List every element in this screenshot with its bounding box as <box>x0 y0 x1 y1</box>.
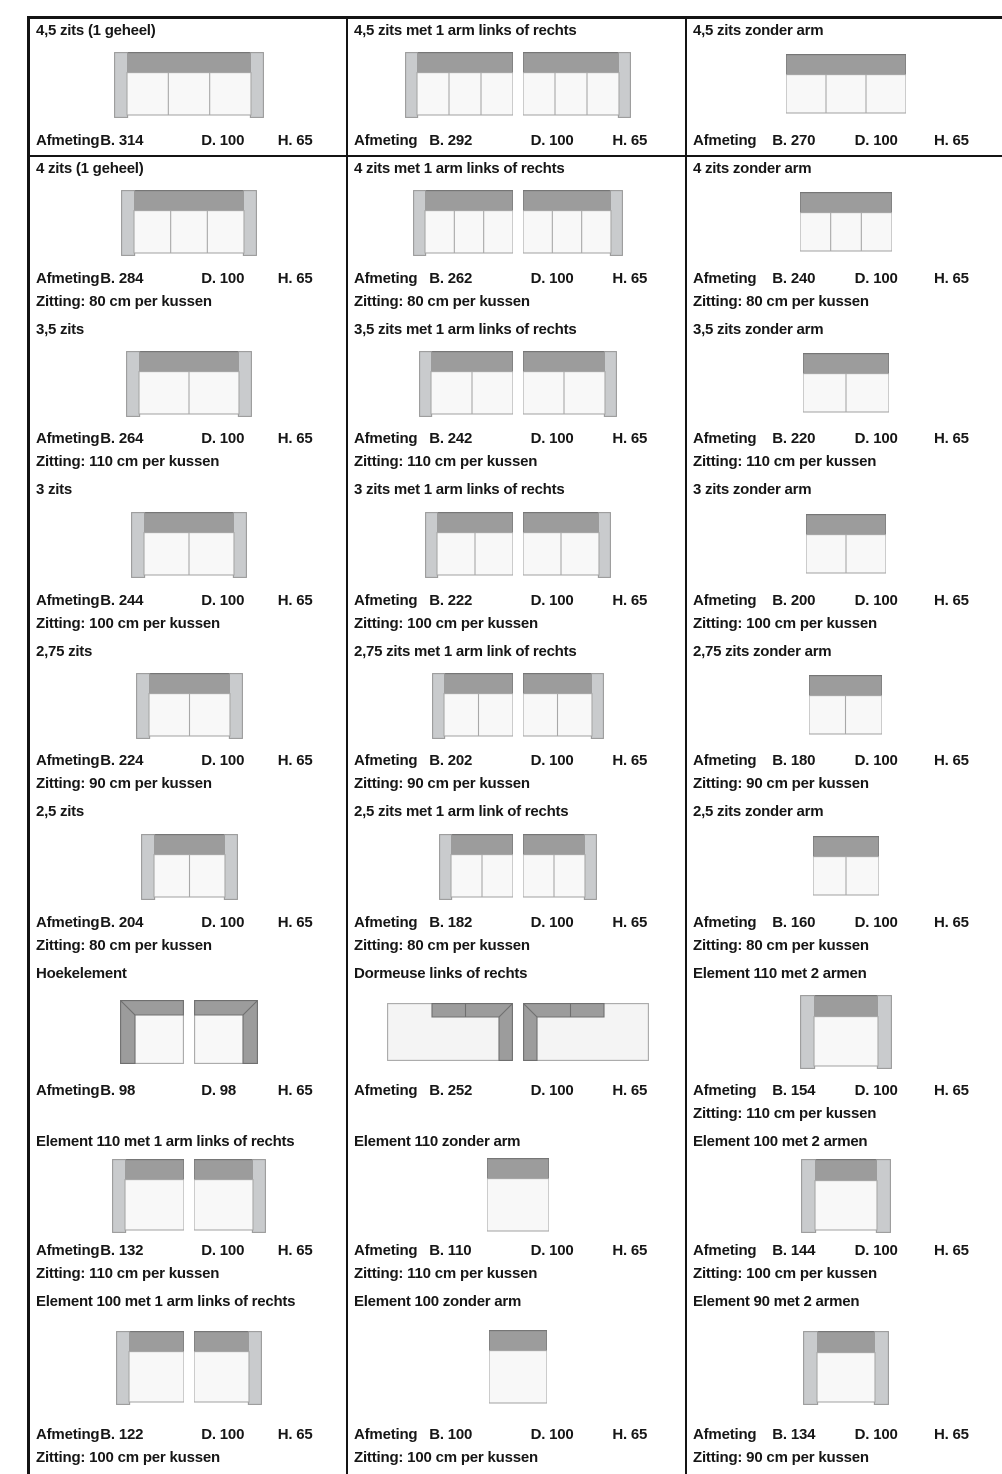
afmeting-label: Afmeting <box>693 1081 757 1099</box>
spec-cell-r4c3 <box>685 478 1002 640</box>
seat-cushion-note: Zitting: 90 cm per kussen <box>36 775 212 792</box>
dimension-line <box>36 1239 342 1261</box>
depth-value: D. 100 <box>201 269 245 287</box>
height-value: H. 65 <box>277 269 313 287</box>
spec-cell-r6c3 <box>685 800 1002 962</box>
sofa-diagram-pair <box>354 500 681 589</box>
spec-cell-r4c1 <box>27 478 346 640</box>
spec-cell-r9c3 <box>685 1290 1002 1474</box>
height-value: H. 65 <box>612 913 648 931</box>
sofa-diagram-armless <box>693 662 998 749</box>
model-title: Element 110 zonder arm <box>354 1133 521 1150</box>
depth-value: D. 98 <box>201 1081 237 1099</box>
seat-cushion-note: Zitting: 100 cm per kussen <box>693 1265 878 1282</box>
spec-cell-r7c2 <box>346 962 685 1130</box>
sofa-diagram-full <box>36 822 342 911</box>
dimension-line <box>354 1079 681 1101</box>
afmeting-label: Afmeting <box>36 1241 100 1259</box>
seat-cushion-note: Zitting: 80 cm per kussen <box>693 293 869 310</box>
depth-value: D. 100 <box>530 751 574 769</box>
height-value: H. 65 <box>277 429 313 447</box>
afmeting-label: Afmeting <box>354 1241 418 1259</box>
afmeting-label: Afmeting <box>693 751 757 769</box>
width-value: B. 98 <box>100 1081 136 1099</box>
width-value: B. 182 <box>429 913 473 931</box>
height-value: H. 65 <box>277 1425 313 1443</box>
width-value: B. 242 <box>429 429 473 447</box>
afmeting-label: Afmeting <box>36 591 100 609</box>
model-title: 3 zits met 1 arm links of rechts <box>354 481 565 498</box>
width-value: B. 244 <box>100 591 144 609</box>
dimension-line <box>36 1423 342 1445</box>
dimension-line <box>693 427 998 449</box>
spec-cell-r3c1 <box>27 318 346 478</box>
afmeting-label: Afmeting <box>354 591 418 609</box>
sofa-diagram-armless <box>693 41 998 129</box>
afmeting-label: Afmeting <box>36 429 100 447</box>
afmeting-label: Afmeting <box>354 1425 418 1443</box>
sofa-diagram-dormeuse <box>354 984 681 1079</box>
width-value: B. 204 <box>100 913 144 931</box>
model-title: 3 zits <box>36 481 73 498</box>
model-title: 2,75 zits <box>36 643 93 660</box>
width-value: B. 292 <box>429 131 473 149</box>
width-value: B. 224 <box>100 751 144 769</box>
width-value: B. 180 <box>772 751 816 769</box>
dimension-line <box>354 911 681 933</box>
model-title: Element 110 met 2 armen <box>693 965 867 982</box>
dimension-line <box>36 911 342 933</box>
height-value: H. 65 <box>933 913 969 931</box>
spec-cell-r9c2 <box>346 1290 685 1474</box>
spec-cell-r1c1 <box>27 16 346 155</box>
seat-cushion-note: Zitting: 80 cm per kussen <box>693 937 869 954</box>
seat-cushion-note: Zitting: 90 cm per kussen <box>693 1449 869 1466</box>
depth-value: D. 100 <box>530 269 574 287</box>
height-value: H. 65 <box>612 591 648 609</box>
seat-cushion-note: Zitting: 100 cm per kussen <box>36 1449 221 1466</box>
afmeting-label: Afmeting <box>36 269 100 287</box>
model-title: 3,5 zits zonder arm <box>693 321 824 338</box>
height-value: H. 65 <box>612 1241 648 1259</box>
sofa-spec-sheet <box>27 16 1002 1474</box>
height-value: H. 65 <box>277 1081 313 1099</box>
dimension-line <box>354 1423 681 1445</box>
dimension-line <box>693 1239 998 1261</box>
afmeting-label: Afmeting <box>693 1425 757 1443</box>
spec-cell-r1c3 <box>685 16 1002 155</box>
depth-value: D. 100 <box>530 429 574 447</box>
height-value: H. 65 <box>933 269 969 287</box>
model-title: 3,5 zits <box>36 321 85 338</box>
height-value: H. 65 <box>933 751 969 769</box>
sofa-diagram-armless <box>693 822 998 911</box>
spec-cell-r2c3 <box>685 155 1002 318</box>
afmeting-label: Afmeting <box>354 269 418 287</box>
seat-cushion-note: Zitting: 100 cm per kussen <box>354 615 539 632</box>
seat-cushion-note: Zitting: 100 cm per kussen <box>354 1449 539 1466</box>
height-value: H. 65 <box>612 1425 648 1443</box>
model-title: 2,5 zits met 1 arm link of rechts <box>354 803 569 820</box>
sofa-diagram-full <box>36 500 342 589</box>
height-value: H. 65 <box>933 1425 969 1443</box>
sofa-diagram-elempair <box>36 1152 342 1239</box>
spec-cell-r7c3 <box>685 962 1002 1130</box>
width-value: B. 262 <box>429 269 473 287</box>
width-value: B. 202 <box>429 751 473 769</box>
sofa-diagram-pair <box>354 41 681 129</box>
height-value: H. 65 <box>277 131 313 149</box>
depth-value: D. 100 <box>530 1081 574 1099</box>
afmeting-label: Afmeting <box>36 751 100 769</box>
height-value: H. 65 <box>612 131 648 149</box>
sofa-diagram-pair <box>354 179 681 267</box>
dimension-line <box>354 267 681 289</box>
seat-cushion-note: Zitting: 80 cm per kussen <box>354 293 530 310</box>
height-value: H. 65 <box>933 1081 969 1099</box>
dimension-line <box>693 1423 998 1445</box>
spec-cell-r7c1 <box>27 962 346 1130</box>
dimension-line <box>693 1079 998 1101</box>
dimension-line <box>36 589 342 611</box>
model-title: Hoekelement <box>36 965 127 982</box>
spec-cell-r5c1 <box>27 640 346 800</box>
afmeting-label: Afmeting <box>354 131 418 149</box>
afmeting-label: Afmeting <box>693 131 757 149</box>
afmeting-label: Afmeting <box>693 913 757 931</box>
depth-value: D. 100 <box>854 269 898 287</box>
model-title: 4,5 zits met 1 arm links of rechts <box>354 22 577 39</box>
model-title: 2,5 zits zonder arm <box>693 803 824 820</box>
height-value: H. 65 <box>933 429 969 447</box>
depth-value: D. 100 <box>201 429 245 447</box>
model-title: Dormeuse links of rechts <box>354 965 528 982</box>
sofa-diagram-full <box>36 662 342 749</box>
dimension-line <box>354 129 681 151</box>
width-value: B. 110 <box>429 1241 472 1259</box>
afmeting-label: Afmeting <box>693 591 757 609</box>
depth-value: D. 100 <box>530 1425 574 1443</box>
model-title: 4 zits met 1 arm links of rechts <box>354 160 565 177</box>
depth-value: D. 100 <box>530 591 574 609</box>
width-value: B. 132 <box>100 1241 144 1259</box>
width-value: B. 264 <box>100 429 144 447</box>
dimension-line <box>354 749 681 771</box>
height-value: H. 65 <box>612 429 648 447</box>
dimension-line <box>693 589 998 611</box>
depth-value: D. 100 <box>201 131 245 149</box>
dimension-line <box>36 267 342 289</box>
dimension-line <box>693 129 998 151</box>
sofa-diagram-armless <box>693 340 998 427</box>
sofa-diagram-pair <box>354 822 681 911</box>
dimension-line <box>354 427 681 449</box>
seat-cushion-note: Zitting: 80 cm per kussen <box>36 937 212 954</box>
model-title: Element 90 met 2 armen <box>693 1293 860 1310</box>
height-value: H. 65 <box>277 913 313 931</box>
model-title: Element 100 met 1 arm links of rechts <box>36 1293 296 1310</box>
spec-cell-r6c2 <box>346 800 685 962</box>
spec-cell-r6c1 <box>27 800 346 962</box>
height-value: H. 65 <box>933 591 969 609</box>
width-value: B. 160 <box>772 913 816 931</box>
sofa-diagram-elem2 <box>693 1312 998 1423</box>
width-value: B. 200 <box>772 591 816 609</box>
dimension-line <box>36 129 342 151</box>
width-value: B. 270 <box>772 131 816 149</box>
model-title: 4 zits (1 geheel) <box>36 160 144 177</box>
afmeting-label: Afmeting <box>36 913 100 931</box>
afmeting-label: Afmeting <box>36 1425 100 1443</box>
afmeting-label: Afmeting <box>354 1081 418 1099</box>
afmeting-label: Afmeting <box>354 751 418 769</box>
spec-cell-r8c2 <box>346 1130 685 1290</box>
seat-cushion-note: Zitting: 110 cm per kussen <box>36 1265 220 1282</box>
seat-cushion-note: Zitting: 110 cm per kussen <box>693 1105 877 1122</box>
model-title: 3,5 zits met 1 arm links of rechts <box>354 321 577 338</box>
seat-cushion-note: Zitting: 110 cm per kussen <box>693 453 877 470</box>
width-value: B. 144 <box>772 1241 816 1259</box>
seat-cushion-note: Zitting: 110 cm per kussen <box>354 1265 538 1282</box>
height-value: H. 65 <box>277 1241 313 1259</box>
width-value: B. 220 <box>772 429 816 447</box>
model-title: Element 100 zonder arm <box>354 1293 522 1310</box>
model-title: 3 zits zonder arm <box>693 481 812 498</box>
height-value: H. 65 <box>277 751 313 769</box>
width-value: B. 154 <box>772 1081 816 1099</box>
sofa-diagram-armless <box>693 500 998 589</box>
depth-value: D. 100 <box>854 429 898 447</box>
dimension-line <box>693 911 998 933</box>
afmeting-label: Afmeting <box>354 429 418 447</box>
afmeting-label: Afmeting <box>693 1241 757 1259</box>
sofa-diagram-corner <box>36 984 342 1079</box>
seat-cushion-note: Zitting: 90 cm per kussen <box>693 775 869 792</box>
depth-value: D. 100 <box>201 1241 245 1259</box>
dimension-line <box>36 427 342 449</box>
width-value: B. 134 <box>772 1425 816 1443</box>
sofa-diagram-full <box>36 41 342 129</box>
model-title: 2,75 zits zonder arm <box>693 643 832 660</box>
spec-cell-r3c2 <box>346 318 685 478</box>
depth-value: D. 100 <box>201 591 245 609</box>
width-value: B. 100 <box>429 1425 473 1443</box>
seat-cushion-note: Zitting: 80 cm per kussen <box>36 293 212 310</box>
seat-cushion-note: Zitting: 90 cm per kussen <box>354 775 530 792</box>
height-value: H. 65 <box>612 751 648 769</box>
seat-cushion-note <box>36 1101 342 1126</box>
height-value: H. 65 <box>933 131 969 149</box>
afmeting-label: Afmeting <box>693 429 757 447</box>
dimension-line <box>36 1079 342 1101</box>
width-value: B. 314 <box>100 131 144 149</box>
height-value: H. 65 <box>933 1241 969 1259</box>
spec-cell-r3c3 <box>685 318 1002 478</box>
spec-cell-r8c3 <box>685 1130 1002 1290</box>
sofa-diagram-elem0 <box>354 1312 681 1423</box>
afmeting-label: Afmeting <box>354 913 418 931</box>
depth-value: D. 100 <box>854 1425 898 1443</box>
depth-value: D. 100 <box>530 131 574 149</box>
seat-cushion-note: Zitting: 100 cm per kussen <box>693 615 878 632</box>
dimension-line <box>693 267 998 289</box>
depth-value: D. 100 <box>854 1241 898 1259</box>
dimension-line <box>693 749 998 771</box>
sofa-diagram-elem0 <box>354 1152 681 1239</box>
seat-cushion-note: Zitting: 100 cm per kussen <box>36 615 221 632</box>
afmeting-label: Afmeting <box>36 1081 100 1099</box>
depth-value: D. 100 <box>854 913 898 931</box>
model-title: 4 zits zonder arm <box>693 160 812 177</box>
afmeting-label: Afmeting <box>693 269 757 287</box>
seat-cushion-note <box>354 1101 681 1126</box>
model-title: 2,5 zits <box>36 803 85 820</box>
width-value: B. 252 <box>429 1081 473 1099</box>
spec-cell-r8c1 <box>27 1130 346 1290</box>
width-value: B. 240 <box>772 269 816 287</box>
depth-value: D. 100 <box>201 1425 245 1443</box>
depth-value: D. 100 <box>201 751 245 769</box>
model-title: Element 110 met 1 arm links of rechts <box>36 1133 295 1150</box>
depth-value: D. 100 <box>201 913 245 931</box>
width-value: B. 122 <box>100 1425 144 1443</box>
depth-value: D. 100 <box>530 913 574 931</box>
spec-cell-r4c2 <box>346 478 685 640</box>
height-value: H. 65 <box>612 1081 648 1099</box>
dimension-line <box>354 1239 681 1261</box>
spec-cell-r5c2 <box>346 640 685 800</box>
model-title: Element 100 met 2 armen <box>693 1133 868 1150</box>
sofa-diagram-pair <box>354 662 681 749</box>
dimension-line <box>36 749 342 771</box>
sofa-diagram-full <box>36 340 342 427</box>
model-title: 4,5 zits (1 geheel) <box>36 22 156 39</box>
depth-value: D. 100 <box>854 591 898 609</box>
spec-cell-r2c2 <box>346 155 685 318</box>
seat-cushion-note: Zitting: 80 cm per kussen <box>354 937 530 954</box>
sofa-diagram-elempair <box>36 1312 342 1423</box>
sofa-diagram-elem2 <box>693 984 998 1079</box>
depth-value: D. 100 <box>854 1081 898 1099</box>
depth-value: D. 100 <box>854 131 898 149</box>
height-value: H. 65 <box>277 591 313 609</box>
spec-cell-r5c3 <box>685 640 1002 800</box>
afmeting-label: Afmeting <box>36 131 100 149</box>
sofa-diagram-armless <box>693 179 998 267</box>
spec-cell-r2c1 <box>27 155 346 318</box>
width-value: B. 284 <box>100 269 144 287</box>
seat-cushion-note: Zitting: 110 cm per kussen <box>36 453 220 470</box>
spec-cell-r1c2 <box>346 16 685 155</box>
sofa-diagram-elem2 <box>693 1152 998 1239</box>
depth-value: D. 100 <box>530 1241 574 1259</box>
dimension-line <box>354 589 681 611</box>
height-value: H. 65 <box>612 269 648 287</box>
model-title: 4,5 zits zonder arm <box>693 22 824 39</box>
model-title: 2,75 zits met 1 arm link of rechts <box>354 643 577 660</box>
depth-value: D. 100 <box>854 751 898 769</box>
sofa-diagram-full <box>36 179 342 267</box>
sofa-diagram-pair <box>354 340 681 427</box>
spec-cell-r9c1 <box>27 1290 346 1474</box>
seat-cushion-note: Zitting: 110 cm per kussen <box>354 453 538 470</box>
width-value: B. 222 <box>429 591 473 609</box>
